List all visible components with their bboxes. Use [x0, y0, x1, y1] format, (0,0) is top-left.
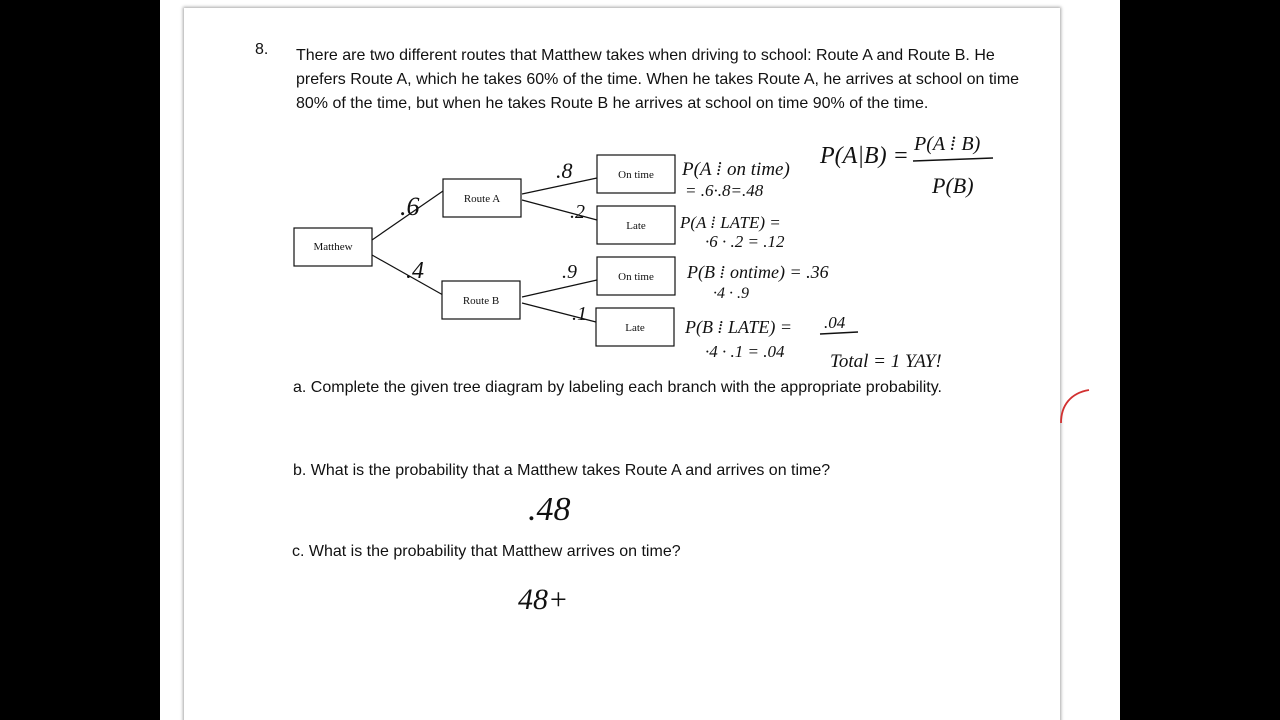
hw-branch-b-late: .1 — [572, 303, 587, 325]
red-arc — [1061, 390, 1089, 423]
label-matthew: Matthew — [313, 241, 353, 253]
hw-total: Total = 1 YAY! — [830, 351, 942, 372]
hw-calc-b-on-1: P(B ⁞ ontime) = .36 — [687, 262, 829, 282]
hw-branch-b-on: .9 — [562, 261, 577, 283]
label-route-a: Route A — [463, 193, 501, 205]
hw-calc-b-late-1: P(B ⁞ LATE) = — [685, 317, 792, 337]
hw-branch-b: .4 — [406, 258, 424, 284]
question-text: There are two different routes that Matthew takes when driving to school: Route A and Route B. He prefers Route A, which he takes 60% of the time. When he takes Route A, he arrives at school on time 80% of the time, but when he takes Route B he arrives at school on time 90% of the time. — [296, 47, 1020, 112]
label-b-on-time: On time — [618, 271, 654, 283]
hw-calc-a-late-1: P(A ⁞ LATE) = — [680, 213, 781, 232]
part-c: c. What is the probability that Matthew arrives on time? — [292, 543, 681, 560]
branch-a-late — [522, 200, 597, 220]
branch-b-on — [522, 280, 597, 297]
label-route-b: Route B — [462, 295, 500, 307]
hw-calc-a-on-2: = .6·.8=.48 — [685, 181, 764, 200]
worksheet-canvas — [160, 0, 1120, 720]
hw-calc-a-on-1: P(A ⁞ on time) — [682, 159, 790, 180]
part-b: b. What is the probability that a Matthew takes Route A and arrives on time? — [293, 462, 831, 479]
hw-calc-b-late-2: ·4 · .1 = .04 — [705, 342, 785, 361]
tree-diagram — [160, 0, 1120, 720]
hw-branch-a-late: .2 — [570, 201, 585, 223]
part-a: a. Complete the given tree diagram by labeling each branch with the appropriate probability. — [293, 379, 942, 396]
label-b-late: Late — [625, 322, 645, 334]
hw-cond-den: P(B) — [932, 173, 974, 198]
label-a-late: Late — [626, 220, 646, 232]
hw-cond-num: P(A ⁞ B) — [914, 133, 981, 155]
hw-underline-04 — [820, 332, 858, 334]
hw-branch-a-on: .8 — [556, 158, 573, 183]
hw-calc-a-late-2: ·6 · .2 = .12 — [705, 232, 785, 251]
hw-answer-c: 48+ — [518, 583, 569, 616]
label-a-on-time: On time — [618, 169, 654, 181]
hw-calc-b-on-2: ·4 · .9 — [713, 285, 749, 302]
hw-fraction-bar — [913, 158, 993, 161]
hw-answer-b: .48 — [528, 491, 571, 528]
hw-branch-a: .6 — [400, 192, 420, 221]
red-mark — [1055, 385, 1095, 425]
hw-calc-b-late-val: .04 — [824, 313, 846, 332]
question-number: 8. — [255, 41, 269, 58]
hw-cond-lhs: P(A|B) = — [820, 143, 909, 169]
